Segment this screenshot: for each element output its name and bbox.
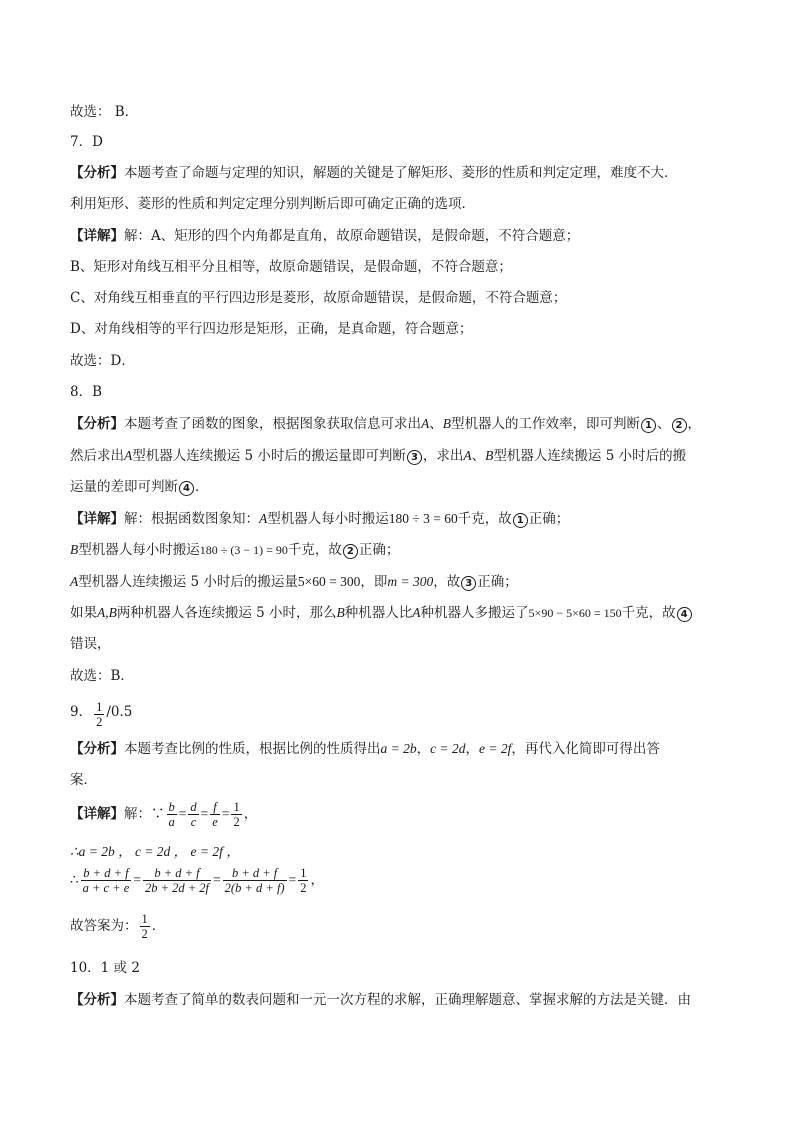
circled-number: 4 — [179, 481, 194, 496]
text: ， — [310, 872, 324, 888]
text: 如果 — [70, 605, 97, 621]
text: 解：∵ — [124, 806, 165, 822]
text: 型机器人连续搬运 5 小时后的搬运量即可判断 — [132, 448, 406, 464]
math-var: A — [412, 605, 421, 620]
text: 本题考查了函数的图象，根据图象获取信息可求出 — [124, 416, 421, 432]
fraction-denominator: 2 — [233, 815, 240, 829]
math-expression: 5×60 = 300 — [297, 574, 361, 589]
fraction-numerator: 1 — [300, 866, 307, 880]
fraction-denominator: a + c + e — [82, 881, 130, 895]
fraction-numerator: b + d + f — [143, 866, 211, 881]
circled-number: 3 — [461, 576, 476, 591]
fraction — [81, 866, 132, 895]
text-line — [70, 990, 730, 1010]
math-var: B — [70, 542, 79, 557]
text-line — [70, 603, 730, 623]
text-line: 故选： B． — [70, 104, 139, 120]
text-line — [70, 509, 730, 529]
circled-number: 1 — [513, 513, 528, 528]
text: ． — [195, 479, 209, 495]
text-line — [70, 414, 730, 434]
text: 种机器人比 — [344, 605, 413, 621]
text-line: 故选：B． — [70, 668, 134, 684]
text: 解：根据函数图象知： — [124, 511, 259, 527]
math-expression: a = 2b — [380, 741, 417, 756]
text-line — [70, 800, 730, 834]
text: 型机器人的工作效率，即可判断 — [451, 416, 640, 432]
text: 两种机器人各连续搬运 5 小时，那么 — [116, 605, 337, 621]
fraction-denominator: 2 — [300, 881, 307, 895]
fraction-numerator: 1 — [96, 700, 103, 714]
analysis-tag: 【分析】 — [70, 416, 124, 432]
math-expression: 180 ÷ (3 − 1) = 90 — [199, 543, 288, 557]
detail-tag: 【详解】 — [70, 806, 124, 822]
fraction — [94, 700, 104, 729]
fraction-denominator: e — [212, 815, 218, 829]
fraction-numerator: 1 — [233, 800, 240, 814]
text: 故答案为： — [70, 918, 138, 934]
circled-number: 4 — [677, 607, 692, 622]
fraction-numerator: 1 — [141, 912, 148, 926]
detail-tag: 【详解】 — [70, 228, 124, 244]
text: 、 — [657, 416, 671, 432]
equals-sign: = — [178, 806, 187, 821]
text: 型机器人连续搬运 5 小时后的搬运量 — [78, 574, 298, 590]
math-expression: 180 ÷ 3 = 60 — [388, 511, 458, 526]
text: 正确； — [477, 574, 518, 590]
text: 、 — [429, 416, 443, 432]
fraction — [140, 912, 150, 941]
text: ，求出 — [422, 448, 464, 464]
text: ，即 — [360, 574, 388, 590]
equals-sign: = — [133, 872, 141, 887]
math-var: A — [70, 574, 79, 589]
fraction — [231, 800, 241, 829]
text-line: 案． — [70, 772, 97, 788]
circled-number: 2 — [672, 418, 687, 433]
equals-sign: = — [213, 872, 221, 887]
text: 运量的差即可判断 — [70, 479, 178, 495]
analysis-tag: 【分析】 — [70, 741, 124, 757]
text: ， — [687, 416, 701, 432]
text: ， — [243, 806, 258, 822]
circled-number: 1 — [641, 418, 656, 433]
math-var: B — [336, 605, 345, 620]
question-9-answer — [70, 700, 730, 729]
analysis-tag: 【分析】 — [70, 992, 124, 1008]
text: 千克，故 — [457, 511, 512, 527]
text: 种机器人多搬运了 — [420, 605, 529, 621]
analysis-tag: 【分析】 — [70, 165, 124, 181]
fraction-denominator: c — [190, 815, 197, 829]
text: 正确； — [358, 542, 400, 558]
fraction-denominator: 2 — [141, 927, 148, 941]
math-expression: m = 300 — [387, 574, 434, 589]
question-number: 9． — [70, 704, 93, 720]
text-line — [70, 477, 730, 497]
equals-sign: = — [221, 806, 230, 821]
text-line: 利用矩形、菱形的性质和判定定理分别判断后即可确定正确的选项． — [70, 196, 475, 212]
detail-tag: 【详解】 — [70, 511, 124, 527]
text-line — [70, 572, 730, 592]
equals-sign: = — [288, 872, 297, 887]
text-line: 错误， — [70, 636, 111, 652]
circled-number: 3 — [407, 450, 422, 465]
text-line — [70, 912, 730, 946]
text-line: 故选：D． — [70, 353, 135, 369]
text: 型机器人连续搬运 5 小时后的搬 — [493, 448, 687, 464]
fraction-denominator: 2 — [96, 715, 103, 729]
text: 千克，故 — [287, 542, 342, 558]
text: ，再代入化简即可得出答 — [511, 741, 660, 757]
text: 型机器人每小时搬运 — [267, 511, 389, 527]
text: ， — [416, 741, 431, 757]
fraction — [167, 800, 177, 829]
fraction-denominator: 2b + 2d + 2f — [144, 881, 210, 895]
fraction-numerator: f — [210, 800, 220, 815]
fraction-numerator: b — [168, 800, 175, 814]
text-line: D、对角线相等的平行四边形是矩形，正确，是真命题，符合题意； — [70, 321, 473, 337]
text: 然后求出 — [70, 448, 124, 464]
detail-text: 解：A、矩形的四个内角都是直角，故原命题错误，是假命题，不符合题意； — [124, 228, 580, 244]
text-line — [70, 226, 730, 246]
math-var: B — [485, 448, 494, 463]
text: 正确； — [528, 511, 570, 527]
question-10-answer: 10．1 或 2 — [70, 960, 140, 976]
fraction-numerator: b + d + f — [223, 866, 287, 881]
text: ． — [151, 918, 166, 934]
fraction — [298, 866, 308, 895]
analysis-text: 本题考查了命题与定理的知识，解题的关键是了解矩形、菱形的性质和判定定理，难度不大． — [124, 165, 678, 181]
text: 本题考查了简单的数表问题和一元一次方程的求解，正确理解题意、掌握求解的方法是关键．由 — [124, 992, 691, 1008]
text: 本题考查比例的性质，根据比例的性质得出 — [124, 741, 381, 757]
text: ，故 — [433, 574, 461, 590]
text-line — [70, 739, 730, 759]
math-var: B — [442, 416, 451, 431]
therefore-sign: ∴ — [70, 872, 79, 887]
math-expression: 5×90 − 5×60 = 150 — [528, 606, 622, 620]
text-line: C、对角线互相垂直的平行四边形是菱形，故原命题错误，是假命题，不符合题意； — [70, 290, 567, 306]
math-var: A — [259, 511, 268, 526]
fraction — [188, 800, 198, 829]
text-line — [70, 446, 730, 466]
fraction — [210, 800, 220, 829]
fraction-denominator: 2(b + d + f) — [224, 881, 285, 895]
text: 、 — [471, 448, 486, 464]
math-expression: e = 2f — [478, 741, 512, 756]
text-line: B、矩形对角线互相平分且相等，故原命题错误，是假命题，不符合题意； — [70, 259, 512, 275]
equals-sign: = — [200, 806, 209, 821]
fraction — [143, 866, 211, 895]
text-line: ∴a = 2b ， c = 2d ， e = 2f ， — [70, 844, 240, 859]
question-8-answer: 8．B — [70, 384, 103, 400]
math-var: A — [421, 416, 430, 431]
circled-number: 2 — [343, 544, 358, 559]
text: /0.5 — [106, 704, 133, 720]
text-line — [70, 540, 730, 560]
math-var: A,B — [97, 605, 117, 620]
math-expression: c = 2d — [430, 741, 466, 756]
question-7-answer: 7．D — [70, 134, 103, 150]
fraction-numerator: d — [190, 800, 197, 814]
fraction-numerator: b + d + f — [81, 866, 132, 881]
fraction-denominator: a — [168, 815, 175, 829]
math-var: A — [463, 448, 472, 463]
text-line — [70, 163, 730, 183]
math-var: A — [124, 448, 133, 463]
text: 型机器人每小时搬运 — [78, 542, 200, 558]
text: ， — [465, 741, 479, 757]
text: 千克，故 — [621, 605, 676, 621]
text-line — [70, 866, 730, 902]
fraction — [223, 866, 287, 895]
